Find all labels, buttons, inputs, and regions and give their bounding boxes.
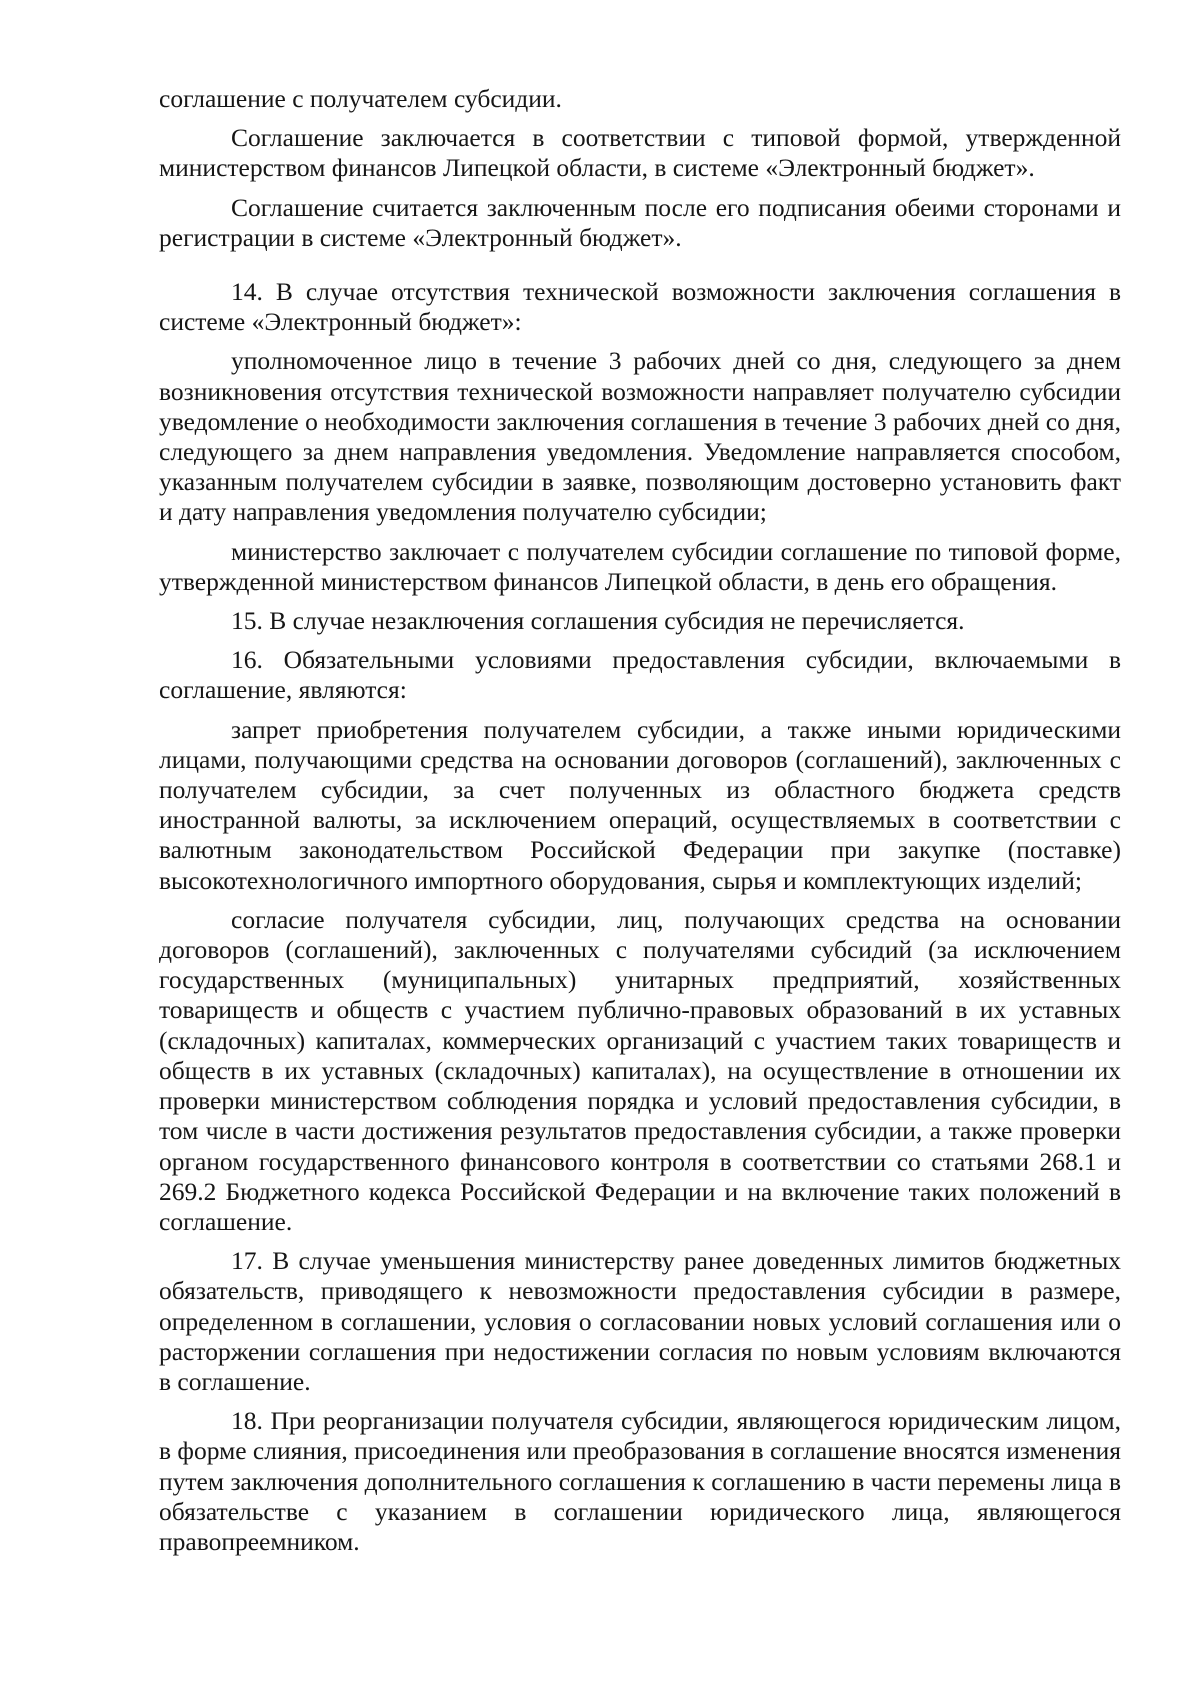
paragraph-continuation: соглашение с получателем субсидии. — [159, 84, 562, 113]
paragraph-agreement-concluded: Соглашение считается заключенным после его подписания обеими сторонами и регистрации в системе «Электронный бюджет». — [159, 192, 1121, 252]
paragraph-inspection-consent: согласие получателя субсидии, лиц, получающих средства на основании договоров (соглашений), заключенных с получателями субсидий (за исключением государственных (муниципальных) унитарных предприятий, хозяйственных товариществ и обществ с участием публично-правовых образований в их уставных (складочных) капиталах, коммерческих организаций с участием таких товариществ и обществ в их уставных (складочных) капиталах), на осуществление в отношении их проверки министерством соблюдения порядка и условий предоставления субсидии, в том числе в части достижения результатов предоставления субсидии, а также проверки органом государственного финансового контроля в соответствии со статьями 268.1 и 269.2 Бюджетного кодекса Российской Федерации и на включение таких положений в соглашение. — [159, 904, 1121, 1236]
paragraph-item-16: 16. Обязательными условиями предоставления субсидии, включаемыми в соглашение, являются: — [159, 645, 1121, 705]
paragraph-item-17: 17. В случае уменьшения министерству ранее доведенных лимитов бюджетных обязательств, приводящего к невозможности предоставления субсидии в размере, определенном в соглашении, условия о согласовании новых условий соглашения или о расторжении соглашения при недостижении согласия по новым условиям включаются в соглашение. — [159, 1246, 1121, 1396]
paragraph-ministry-concludes: министерство заключает с получателем субсидии соглашение по типовой форме, утвержденной министерством финансов Липецкой области, в день его обращения. — [159, 536, 1121, 596]
paragraph-agreement-form: Соглашение заключается в соответствии с типовой формой, утвержденной министерством финансов Липецкой области, в системе «Электронный бюджет». — [159, 123, 1121, 183]
paragraph-item-15: 15. В случае незаключения соглашения субсидия не перечисляется. — [231, 606, 965, 636]
paragraph-currency-ban: запрет приобретения получателем субсидии, а также иными юридическими лицами, получающими средства на основании договоров (соглашений), заключенных с получателем субсидии, за счет полученных из областного бюджета средств иностранной валюты, за исключением операций, осуществляемых в соответствии с валютным законодательством Российской Федерации при закупке (поставке) высокотехнологичного импортного оборудования, сырья и комплектующих изделий; — [159, 714, 1121, 895]
paragraph-item-14: 14. В случае отсутствия технической возможности заключения соглашения в системе «Электронный бюджет»: — [159, 277, 1121, 337]
document-page — [159, 84, 1121, 1566]
paragraph-authorized-person: уполномоченное лицо в течение 3 рабочих дней со дня, следующего за днем возникновения отсутствия технической возможности направляет получателю субсидии уведомление о необходимости заключения соглашения в течение 3 рабочих дней со дня, следующего за днем направления уведомления. Уведомление направляется способом, указанным получателем субсидии в заявке, позволяющим достоверно установить факт и дату направления уведомления получателю субсидии; — [159, 346, 1121, 527]
paragraph-item-18: 18. При реорганизации получателя субсидии, являющегося юридическим лицом, в форме слияния, присоединения или преобразования в соглашение вносятся изменения путем заключения дополнительного соглашения к соглашению в части перемены лица в обязательстве с указанием в соглашении юридического лица, являющегося правопреемником. — [159, 1406, 1121, 1556]
